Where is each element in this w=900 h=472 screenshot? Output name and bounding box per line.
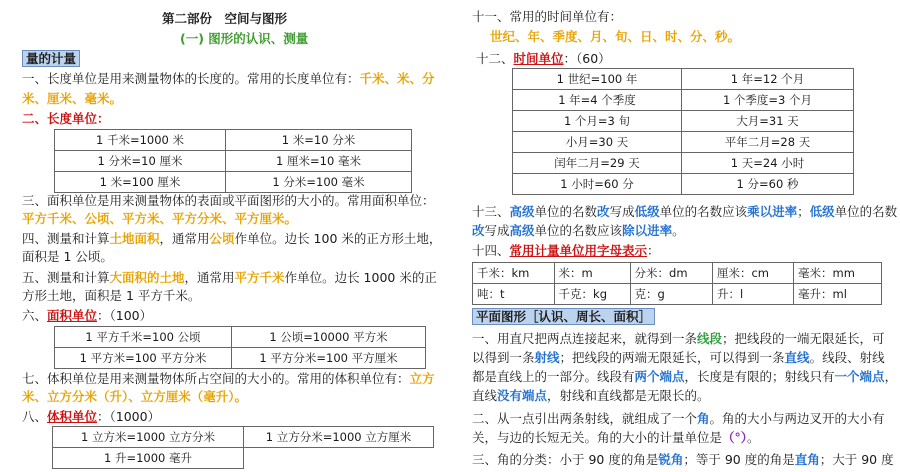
section-title: (一) 图形的认识、测量 <box>180 31 309 46</box>
volume-units-heading: 八、体积单位：（1000） <box>22 409 161 424</box>
paragraph-3-units: 平方千米、公顷、平方米、平方分米、平方厘米。 <box>22 211 298 226</box>
point-2: 二、从一点引出两条射线，就组成了一个角。角的大小与两边叉开的大小有 <box>472 411 885 426</box>
paragraph-1-cont: 米、厘米、毫米。 <box>22 91 123 106</box>
point-2-line-2: 关，与边的长短无关。角的大小的计量单位是（°）。 <box>472 430 760 445</box>
length-units-heading: 二、长度单位： <box>22 111 110 126</box>
time-units-heading: 十二、时间单位：（60） <box>476 51 611 66</box>
paragraph-1: 一、长度单位是用来测量物体的长度的。常用的长度单位有：千米、米、分 <box>22 71 435 86</box>
point-1: 一、用直尺把两点连接起来，就得到一条线段；把线段的一端无限延长，可 <box>472 331 885 346</box>
letter-units-heading: 十四、常用计量单位用字母表示： <box>472 243 660 258</box>
point-3: 三、角的分类：小于 90 度的角是锐角；等于 90 度的角是直角；大于 90 度 <box>472 452 894 467</box>
paragraph-7-cont: 米、立方分米（升）、立方厘米（毫升）。 <box>22 389 248 404</box>
time-units-list: 世纪、年、季度、月、旬、日、时、分、秒。 <box>490 29 741 44</box>
paragraph-5-cont: 方形土地，面积是 1 平方千米。 <box>22 288 201 303</box>
letter-units-table: 千米：km 米：m 分米：dm 厘米：cm 毫米：mm 吨：t 千克：kg 克：g 升：l 毫升：ml <box>472 262 882 305</box>
area-table: 1 平方千米=100 公顷 1 公顷=10000 平方米 1 平方米=100 平方分米 1 平方分米=100 平方厘米 <box>54 326 426 369</box>
paragraph-11: 十一、常用的时间单位有： <box>472 9 623 24</box>
part-title: 第二部份 空间与图形 <box>162 11 288 26</box>
paragraph-4-cont: 面积是 1 公顷。 <box>22 249 113 264</box>
paragraph-5: 五、测量和计算大面积的土地，通常用平方千米作单位。边长 1000 米的正 <box>22 270 437 285</box>
point-1-line-4: 直线没有端点，射线和直线都是无限长的。 <box>472 388 710 403</box>
point-1-line-2: 以得到一条射线；把线段的两端无限延长，可以得到一条直线。线段、射线 <box>472 350 885 365</box>
paragraph-13: 十三、高级单位的名数改写成低级单位的名数应该乘以进率；低级单位的名数 <box>472 204 898 219</box>
paragraph-13-cont: 改写成高级单位的名数应该除以进率。 <box>472 223 685 238</box>
length-table: 1 千米=1000 米 1 米=10 分米 1 分米=10 厘米 1 厘米=10 毫米 1 米=100 厘米 1 分米=100 毫米 <box>54 129 412 193</box>
point-1-line-3: 都是直线上的一部分。线段有两个端点，长度是有限的；射线只有一个端点， <box>472 369 898 384</box>
paragraph-3: 三、面积单位是用来测量物体的表面或平面图形的大小的。常用面积单位： <box>22 193 435 208</box>
paragraph-7: 七、体积单位是用来测量物体所占空间的大小的。常用的体积单位有：立方 <box>22 371 435 386</box>
section-tag-plane: 平面图形［认识、周长、面积］ <box>472 308 655 325</box>
section-tag-measure: 量的计量 <box>22 50 80 67</box>
paragraph-4: 四、测量和计算土地面积，通常用公顷作单位。边长 100 米的正方形土地， <box>22 231 442 246</box>
volume-table: 1 立方米=1000 立方分米 1 立方分米=1000 立方厘米 1 升=1000 毫升 <box>52 426 434 469</box>
time-table: 1 世纪=100 年 1 年=12 个月 1 年=4 个季度 1 个季度=3 个月 1 个月=3 旬 大月=31 天 小月=30 天 平年二月=28 天 闰年二月=29 天 1 天=24 小时 1 小时=60 分 1 分=60 秒 <box>512 68 854 195</box>
area-units-heading: 六、面积单位：（100） <box>22 308 153 323</box>
